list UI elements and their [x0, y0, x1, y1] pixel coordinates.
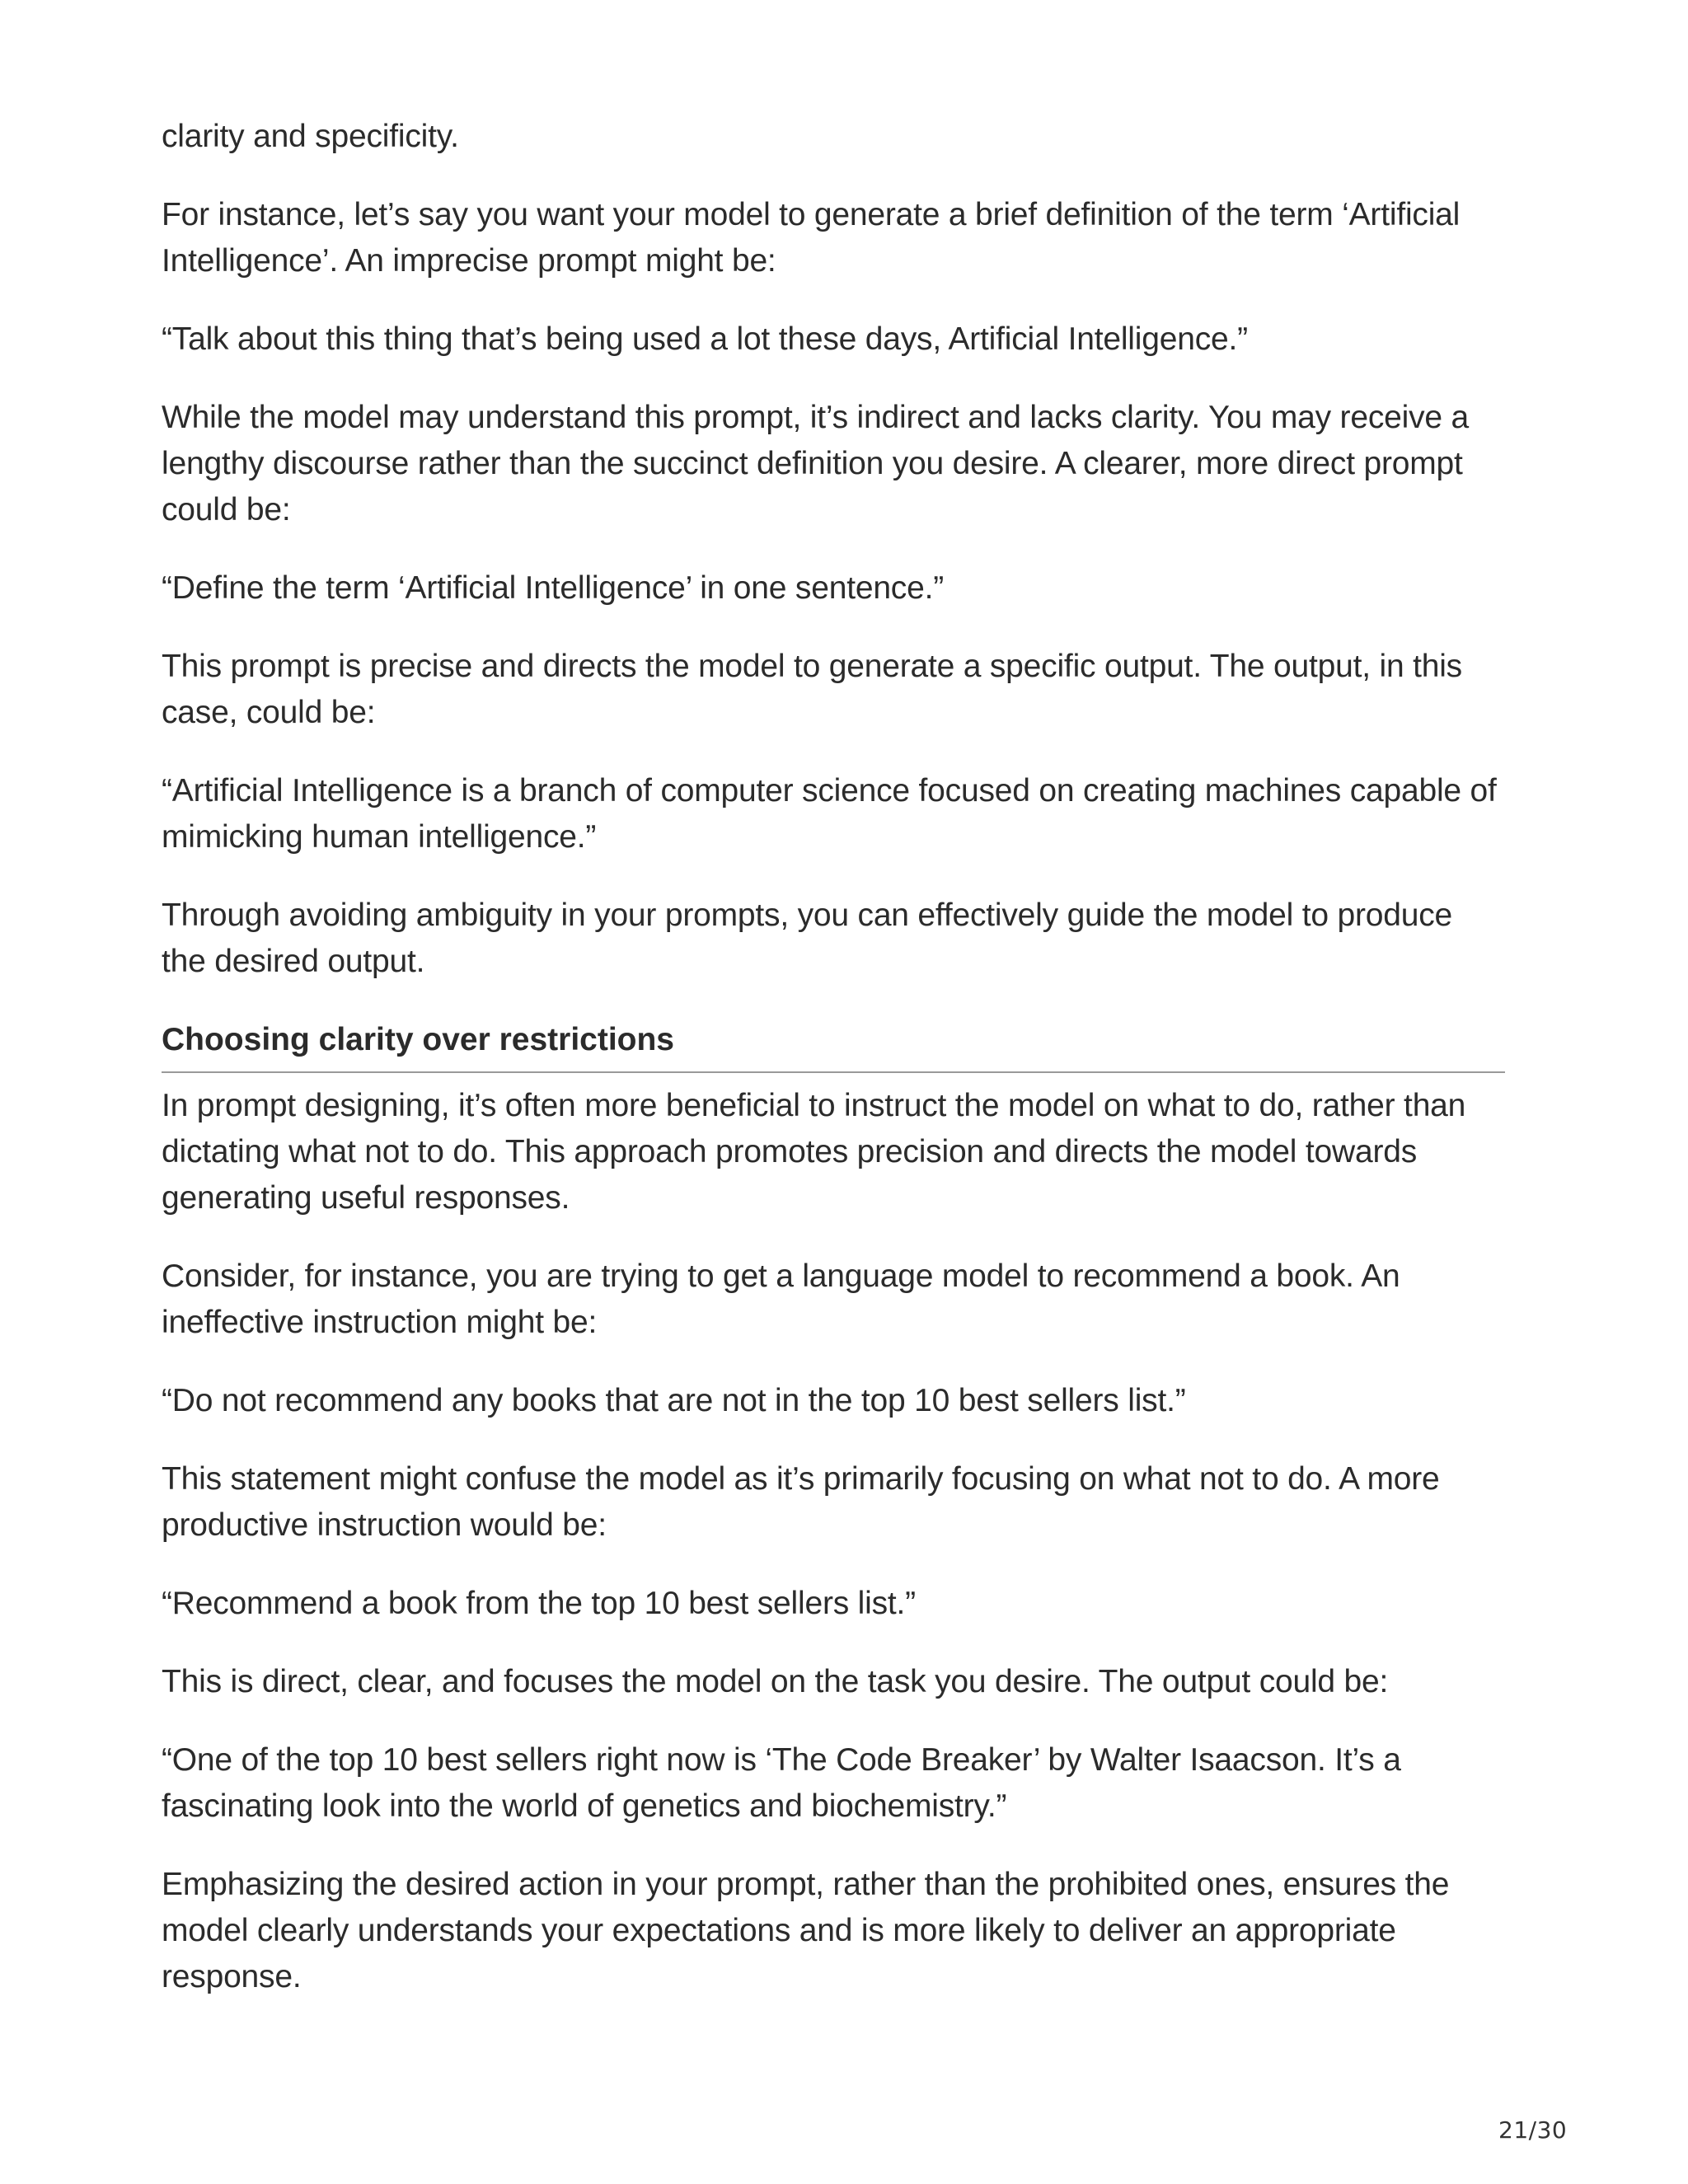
page-number: 21/30 [1498, 2116, 1568, 2144]
quoted-output: “One of the top 10 best sellers right now is ‘The Code Breaker’ by Walter Isaacson. It’s a fascinating look into the world of genetics and biochemistry.” [162, 1742, 1401, 1824]
paragraph: While the model may understand this prompt, it’s indirect and lacks clarity. You may receive a lengthy discourse rather than the succinct definition you desire. A clearer, more direct prompt could be: [162, 400, 1470, 527]
quoted-prompt: “Talk about this thing that’s being used a lot these days, Artificial Intelligence.” [162, 321, 1248, 357]
paragraph: This is direct, clear, and focuses the model on the task you desire. The output could be: [162, 1664, 1389, 1699]
quoted-output: “Artificial Intelligence is a branch of computer science focused on creating machines capable of mimicking human intelligence.” [162, 773, 1497, 855]
paragraph: clarity and specificity. [162, 119, 459, 154]
paragraph: This statement might confuse the model as it’s primarily focusing on what not to do. A more productive instruction would be: [162, 1461, 1440, 1543]
paragraph: Through avoiding ambiguity in your prompts, you can effectively guide the model to produce the desired output. [162, 898, 1453, 979]
paragraph: In prompt designing, it’s often more beneficial to instruct the model on what to do, rather than dictating what not to do. This approach promotes precision and directs the model towards generating useful responses. [162, 1088, 1466, 1216]
quoted-prompt: “Do not recommend any books that are not in the top 10 best sellers list.” [162, 1383, 1186, 1418]
paragraph: For instance, let’s say you want your model to generate a brief definition of the term ‘Artificial Intelligence’. An imprecise prompt might be: [162, 197, 1461, 279]
quoted-prompt: “Define the term ‘Artificial Intelligence’ in one sentence.” [162, 570, 945, 606]
section-heading: Choosing clarity over restrictions [162, 1017, 1505, 1073]
paragraph: This prompt is precise and directs the model to generate a specific output. The output, in this case, could be: [162, 649, 1462, 730]
quoted-prompt: “Recommend a book from the top 10 best sellers list.” [162, 1586, 916, 1621]
paragraph: Consider, for instance, you are trying to get a language model to recommend a book. An ineffective instruction might be: [162, 1258, 1400, 1340]
document-body [162, 114, 1505, 2032]
paragraph: Emphasizing the desired action in your prompt, rather than the prohibited ones, ensures the model clearly understands your expectations and is more likely to deliver an appropriate response. [162, 1867, 1450, 1994]
